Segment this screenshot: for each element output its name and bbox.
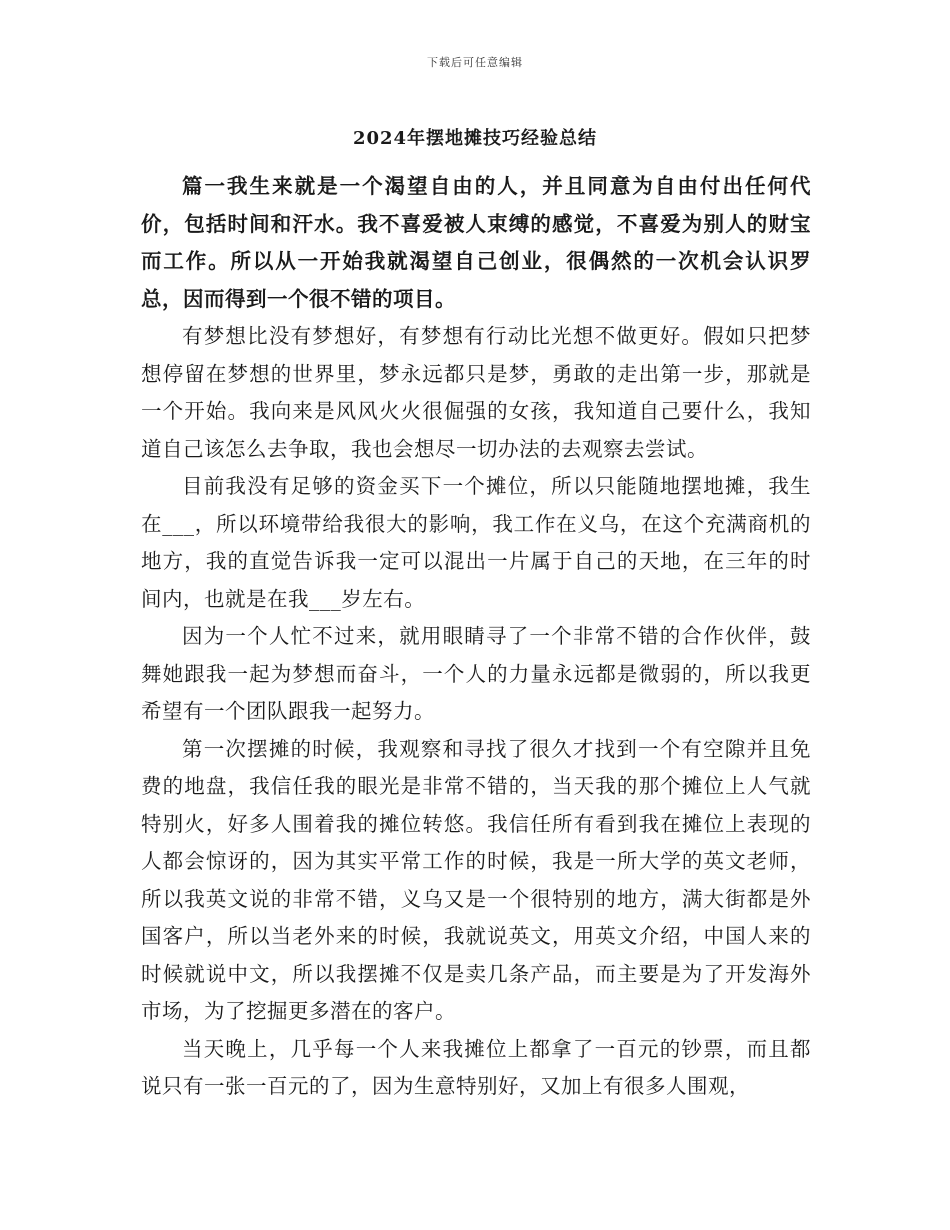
paragraph-intro: 篇一我生来就是一个渴望自由的人，并且同意为自由付出任何代价，包括时间和汗水。我不喜爱被人束缚的感觉，不喜爱为别人的财宝而工作。所以从一开始我就渴望自己创业，很偶然的一次机会认识罗总，因而得到一个很不错的项目。 [141, 174, 811, 311]
paragraph: 第一次摆摊的时候，我观察和寻找了很久才找到一个有空隙并且免费的地盘，我信任我的眼光是非常不错的，当天我的那个摊位上人气就特别火，好多人围着我的摊位转悠。我信任所有看到我在摊位上表现的人都会惊讶的，因为其实平常工作的时候，我是一所大学的英文老师，所以我英文说的非常不错，义乌又是一个很特别的地方，满大街都是外国客户，所以当老外来的时候，我就说英文，用英文介绍，中国人来的时候就说中文，所以我摆摊不仅是卖几条产品，而主要是为了开发海外市场，为了挖掘更多潜在的客户。 [141, 736, 811, 1023]
paragraph: 有梦想比没有梦想好，有梦想有行动比光想不做更好。假如只把梦想停留在梦想的世界里，梦永远都只是梦，勇敢的走出第一步，那就是一个开始。我向来是风风火火很倔强的女孩，我知道自己要什么，我知道自己该怎么去争取，我也会想尽一切办法的去观察去尝试。 [141, 324, 811, 461]
paragraph: 目前我没有足够的资金买下一个摊位，所以只能随地摆地摊，我生在___，所以环境带给我很大的影响，我工作在义乌，在这个充满商机的地方，我的直觉告诉我一定可以混出一片属于自己的天地，在三年的时间内，也就是在我___岁左右。 [141, 474, 811, 611]
paragraph: 当天晚上，几乎每一个人来我摊位上都拿了一百元的钞票，而且都说只有一张一百元的了，因为生意特别好，又加上有很多人围观， [141, 1036, 811, 1098]
paragraph: 因为一个人忙不过来，就用眼睛寻了一个非常不错的合作伙伴，鼓舞她跟我一起为梦想而奋斗，一个人的力量永远都是微弱的，所以我更希望有一个团队跟我一起努力。 [141, 624, 811, 723]
document-title: 2024年摆地摊技巧经验总结 [352, 128, 598, 149]
page-header-note: 下载后可任意编辑 [427, 56, 523, 69]
document-body [141, 168, 811, 1106]
